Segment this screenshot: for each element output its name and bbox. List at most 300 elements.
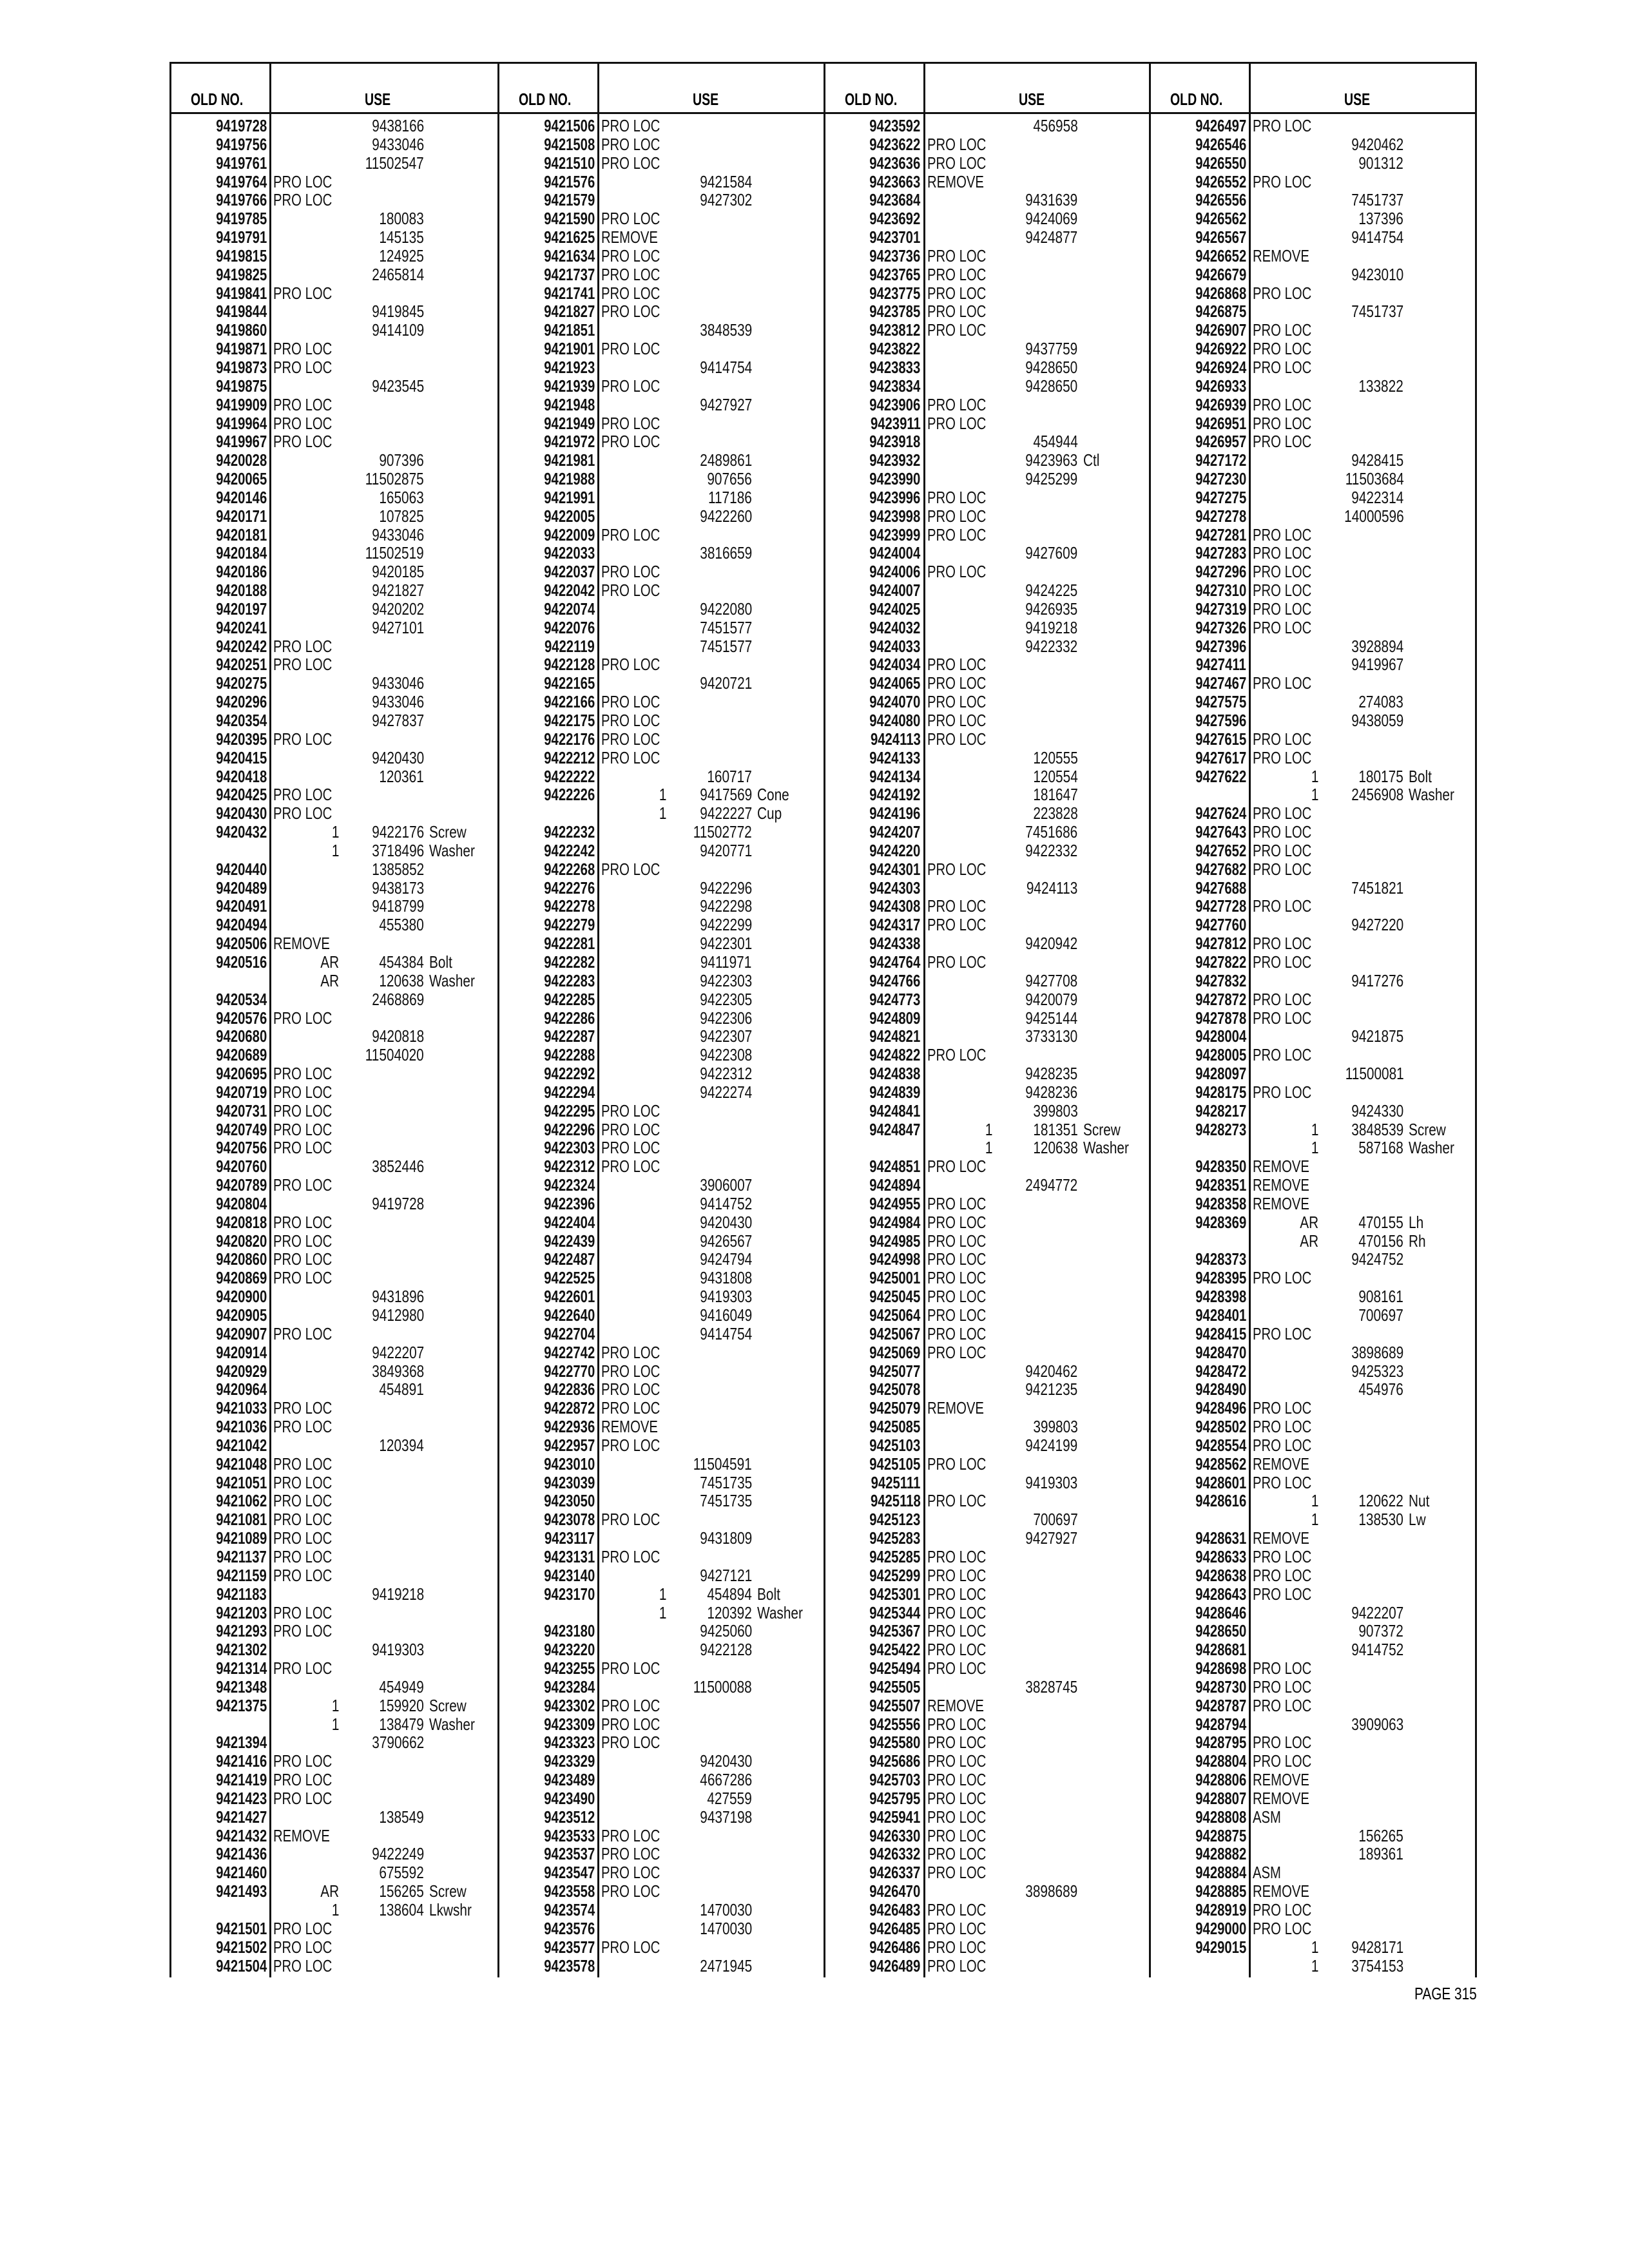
- new-part-number-cell: 120638: [1033, 1138, 1078, 1158]
- action-cell: PRO LOC: [273, 1937, 333, 1957]
- new-part-number-cell: 9427708: [1025, 970, 1078, 990]
- new-part-number-cell: 9419967: [1351, 655, 1404, 675]
- table-row: [1151, 1102, 1475, 1120]
- table-row: [171, 674, 497, 693]
- new-part-number-cell: 9422176: [372, 822, 424, 842]
- table-row: [171, 1176, 497, 1195]
- action-cell: REMOVE: [273, 1825, 330, 1845]
- old-no-cell: 9421062: [216, 1491, 267, 1511]
- table-row: [499, 655, 824, 674]
- table-row: [825, 711, 1150, 730]
- table-row: [171, 1027, 497, 1046]
- table-row: [171, 1863, 497, 1882]
- action-cell: PRO LOC: [273, 1249, 333, 1269]
- new-part-number-cell: 454944: [1033, 432, 1078, 452]
- table-row: [1151, 693, 1475, 711]
- action-cell: ASM: [1253, 1863, 1282, 1883]
- new-part-number-cell: 454949: [379, 1677, 424, 1696]
- table-row: [499, 1287, 824, 1306]
- table-row: [499, 1678, 824, 1696]
- old-no-cell: 9428502: [1195, 1417, 1247, 1437]
- old-no-cell: 9421493: [216, 1881, 267, 1901]
- new-part-number-cell: 3718496: [372, 840, 424, 860]
- table-row: [499, 135, 824, 154]
- old-no-cell: 9422396: [543, 1193, 595, 1213]
- table-row: [1151, 1733, 1475, 1752]
- table-row: [171, 1604, 497, 1622]
- action-cell: PRO LOC: [601, 581, 660, 601]
- table-row: [1151, 1083, 1475, 1102]
- new-part-number-cell: 456958: [1033, 116, 1078, 135]
- action-cell: PRO LOC: [1253, 1584, 1312, 1604]
- old-no-cell: 9427310: [1195, 581, 1247, 601]
- table-row: [171, 1938, 497, 1957]
- old-no-cell: 9422285: [543, 989, 595, 1009]
- table-row: [499, 321, 824, 340]
- old-no-cell: 9422042: [543, 581, 595, 601]
- action-cell: PRO LOC: [1253, 896, 1312, 916]
- old-no-cell: 9420354: [216, 711, 267, 730]
- table-row: [1151, 1287, 1475, 1306]
- old-no-cell: 9424955: [869, 1193, 921, 1213]
- old-no-cell: 9425941: [869, 1807, 921, 1827]
- old-no-cell: 9420181: [216, 524, 267, 544]
- table-row: [1151, 600, 1475, 619]
- table-row: [499, 1696, 824, 1715]
- old-no-cell: 9426907: [1195, 320, 1247, 340]
- part-description-cell: Lkwshr: [429, 1900, 472, 1919]
- old-no-cell: 9419967: [216, 432, 267, 452]
- table-row: [825, 302, 1150, 321]
- table-row: [1151, 1510, 1475, 1529]
- new-part-number-cell: 9425323: [1351, 1361, 1404, 1381]
- old-no-cell: 9427615: [1195, 729, 1247, 749]
- old-no-cell: 9422288: [543, 1045, 595, 1065]
- column-rows: [499, 117, 824, 1977]
- old-no-cell: 9424847: [869, 1119, 921, 1139]
- new-part-number-cell: 180175: [1358, 766, 1404, 786]
- old-no-cell: 9422487: [543, 1249, 595, 1269]
- old-no-cell: 9423577: [543, 1937, 595, 1957]
- old-no-cell: 9421504: [216, 1956, 267, 1975]
- action-cell: PRO LOC: [927, 1918, 986, 1938]
- action-cell: PRO LOC: [273, 357, 333, 377]
- new-part-number-cell: 11502519: [365, 543, 424, 563]
- table-row: [171, 879, 497, 898]
- table-row: [1151, 414, 1475, 433]
- table-row: [499, 1009, 824, 1028]
- old-no-cell: 9426489: [869, 1956, 921, 1975]
- table-row: [171, 340, 497, 358]
- new-part-number-cell: 11500081: [1345, 1064, 1404, 1084]
- new-part-number-cell: 124925: [379, 245, 424, 265]
- new-part-number-cell: 9420462: [1025, 1361, 1078, 1381]
- new-part-number-cell: 700697: [1358, 1305, 1404, 1325]
- table-row: [499, 1733, 824, 1752]
- table-row: [499, 284, 824, 303]
- old-no-cell: 9421972: [543, 432, 595, 452]
- action-cell: PRO LOC: [927, 1621, 986, 1641]
- new-part-number-cell: 107825: [379, 506, 424, 526]
- table-row: [1151, 1009, 1475, 1028]
- action-cell: REMOVE: [601, 1417, 658, 1437]
- new-part-number-cell: 11504020: [365, 1045, 424, 1065]
- action-cell: REMOVE: [927, 171, 984, 191]
- action-cell: PRO LOC: [927, 729, 986, 749]
- action-cell: PRO LOC: [273, 1417, 333, 1437]
- old-no-cell: 9421416: [216, 1751, 267, 1771]
- table-row: [1151, 953, 1475, 972]
- table-row: [825, 432, 1150, 451]
- new-part-number-cell: 3790662: [372, 1733, 424, 1753]
- old-no-cell: 9421423: [216, 1788, 267, 1808]
- old-no-cell: 9428097: [1195, 1064, 1247, 1084]
- action-cell: PRO LOC: [601, 1379, 660, 1399]
- old-no-cell: 9423996: [869, 487, 921, 507]
- part-description-cell: Lw: [1409, 1510, 1426, 1530]
- old-no-cell: 9425064: [869, 1305, 921, 1325]
- old-no-cell: 9428808: [1195, 1807, 1247, 1827]
- old-no-cell: 9424004: [869, 543, 921, 563]
- old-no-cell: 9421634: [543, 245, 595, 265]
- table-row: [171, 1901, 497, 1919]
- table-row: [499, 1269, 824, 1287]
- new-part-number-cell: 9431809: [699, 1528, 752, 1548]
- table-row: [825, 488, 1150, 507]
- old-no-cell: 9423578: [543, 1956, 595, 1975]
- table-row: [171, 581, 497, 600]
- old-no-cell: 9426552: [1195, 171, 1247, 191]
- action-cell: PRO LOC: [927, 1640, 986, 1660]
- old-no-cell: 9423990: [869, 469, 921, 489]
- table-row: [825, 1659, 1150, 1678]
- column-rows: [1151, 117, 1475, 1977]
- old-no-cell: 9428005: [1195, 1045, 1247, 1065]
- new-part-number-cell: 9417569: [699, 785, 752, 805]
- table-row: [1151, 1436, 1475, 1455]
- old-no-cell: 9422005: [543, 506, 595, 526]
- table-row: [825, 990, 1150, 1009]
- old-no-cell: 9421939: [543, 376, 595, 396]
- old-no-cell: 9423576: [543, 1918, 595, 1938]
- new-part-number-cell: 9423545: [372, 376, 424, 396]
- table-row: [1151, 340, 1475, 358]
- table-row: [1151, 1771, 1475, 1789]
- old-no-cell: 9426924: [1195, 357, 1247, 377]
- table-row: [1151, 785, 1475, 804]
- old-no-cell: 9425299: [869, 1565, 921, 1585]
- table-row: [171, 1510, 497, 1529]
- action-cell: ASM: [1253, 1807, 1282, 1827]
- old-no-cell: 9425580: [869, 1733, 921, 1753]
- old-no-cell: 9426922: [1195, 339, 1247, 359]
- old-no-cell: 9427411: [1196, 655, 1247, 675]
- table-row: [825, 785, 1150, 804]
- old-no-cell: 9422166: [543, 692, 595, 712]
- old-no-cell: 9422439: [543, 1231, 595, 1251]
- old-no-cell: 9419766: [216, 190, 267, 210]
- table-row: [499, 1752, 824, 1771]
- table-column-4: [1149, 64, 1475, 1977]
- new-part-number-cell: 9428235: [1025, 1064, 1078, 1084]
- old-no-cell: 9421579: [543, 190, 595, 210]
- action-cell: PRO LOC: [1253, 822, 1312, 842]
- table-row: [825, 1529, 1150, 1548]
- new-part-number-cell: 7451821: [1351, 878, 1404, 898]
- old-no-cell: 9423775: [869, 283, 921, 303]
- old-no-cell: 9425085: [869, 1417, 921, 1437]
- table-row: [499, 1566, 824, 1585]
- new-part-number-cell: 9426567: [699, 1231, 752, 1251]
- action-cell: PRO LOC: [1253, 413, 1312, 433]
- old-no-cell: 9426485: [869, 1918, 921, 1938]
- old-no-cell: 9420860: [216, 1249, 267, 1269]
- old-no-cell: 9423284: [543, 1677, 595, 1696]
- old-no-cell: 9425069: [869, 1342, 921, 1362]
- table-row: [499, 693, 824, 711]
- action-cell: PRO LOC: [601, 1546, 660, 1566]
- table-row: [171, 284, 497, 303]
- new-part-number-cell: 120555: [1033, 747, 1078, 767]
- action-cell: PRO LOC: [601, 562, 660, 582]
- old-no-cell: 9426957: [1195, 432, 1247, 452]
- action-cell: PRO LOC: [601, 747, 660, 767]
- old-no-cell: 9422324: [543, 1175, 595, 1195]
- table-row: [171, 1808, 497, 1827]
- table-row: [825, 1083, 1150, 1102]
- old-no-cell: 9425123: [869, 1510, 921, 1530]
- old-no-cell: 9428795: [1195, 1733, 1247, 1753]
- new-part-number-cell: 907396: [379, 450, 424, 470]
- table-row: [171, 1120, 497, 1139]
- table-row: [499, 972, 824, 990]
- old-no-cell: 9423489: [543, 1770, 595, 1790]
- new-part-number-cell: 700697: [1033, 1510, 1078, 1530]
- table-row: [825, 507, 1150, 526]
- table-row: [825, 117, 1150, 135]
- old-no-cell: 9424998: [869, 1249, 921, 1269]
- quantity-cell: 1: [1311, 1510, 1319, 1530]
- new-part-number-cell: 9437198: [699, 1807, 752, 1827]
- part-description-cell: Washer: [429, 840, 475, 860]
- quantity-cell: 1: [1311, 1138, 1319, 1158]
- old-no-cell: 9428787: [1195, 1695, 1247, 1715]
- table-row: [171, 302, 497, 321]
- new-part-number-cell: 9422260: [699, 506, 752, 526]
- action-cell: PRO LOC: [273, 1770, 333, 1790]
- action-cell: PRO LOC: [601, 1119, 660, 1139]
- table-row: [1151, 321, 1475, 340]
- part-description-cell: Washer: [429, 1714, 475, 1734]
- table-row: [1151, 1957, 1475, 1975]
- old-no-cell: 9422232: [543, 822, 595, 842]
- use-header: USE: [1018, 90, 1045, 109]
- old-no-cell: 9421737: [543, 264, 595, 284]
- action-cell: PRO LOC: [927, 1212, 986, 1232]
- action-cell: PRO LOC: [1253, 840, 1312, 860]
- table-row: [171, 1752, 497, 1771]
- table-row: [499, 1492, 824, 1510]
- old-no-cell: 9428616: [1195, 1491, 1247, 1511]
- table-row: [499, 1306, 824, 1325]
- table-row: [171, 990, 497, 1009]
- header-divider: [269, 64, 271, 114]
- old-no-cell: 9426546: [1195, 134, 1247, 154]
- old-no-cell: 9423932: [869, 450, 921, 470]
- old-no-cell: 9420275: [216, 673, 267, 693]
- old-no-cell: 9425795: [869, 1788, 921, 1808]
- quantity-cell: 1: [331, 822, 339, 842]
- table-row: [825, 1640, 1150, 1659]
- old-no-cell: 9420430: [216, 803, 267, 823]
- table-row: [171, 1715, 497, 1734]
- quantity-cell: 1: [331, 840, 339, 860]
- table-row: [1151, 804, 1475, 823]
- new-part-number-cell: 9425299: [1025, 469, 1078, 489]
- table-row: [499, 1195, 824, 1213]
- table-row: [171, 693, 497, 711]
- old-no-cell: 9425067: [869, 1323, 921, 1343]
- new-part-number-cell: 3906007: [699, 1175, 752, 1195]
- table-row: [1151, 1938, 1475, 1957]
- new-part-number-cell: 9420079: [1025, 989, 1078, 1009]
- action-cell: PRO LOC: [1253, 1733, 1312, 1753]
- old-no-cell: 9425422: [869, 1640, 921, 1660]
- table-row: [171, 1919, 497, 1938]
- table-row: [499, 1622, 824, 1640]
- table-row: [171, 154, 497, 173]
- old-no-cell: 9424894: [869, 1175, 921, 1195]
- new-part-number-cell: 7451577: [699, 617, 752, 637]
- action-cell: PRO LOC: [1253, 599, 1312, 619]
- old-no-cell: 9421625: [543, 227, 595, 247]
- new-part-number-cell: 9420430: [372, 747, 424, 767]
- table-row: [171, 1380, 497, 1399]
- part-description-cell: Washer: [429, 970, 475, 990]
- old-no-cell: 9422957: [543, 1435, 595, 1455]
- old-no-cell: 9427296: [1195, 562, 1247, 582]
- action-cell: PRO LOC: [927, 692, 986, 712]
- table-row: [1151, 1659, 1475, 1678]
- old-no-cell: 9422175: [543, 711, 595, 730]
- action-cell: PRO LOC: [927, 1863, 986, 1883]
- new-part-number-cell: 470156: [1358, 1231, 1404, 1251]
- new-part-number-cell: 156265: [1358, 1825, 1404, 1845]
- old-no-cell: 9424025: [869, 599, 921, 619]
- quantity-cell: 1: [659, 803, 667, 823]
- table-row: [1151, 1492, 1475, 1510]
- old-no-cell: 9420820: [216, 1231, 267, 1251]
- table-row: [825, 581, 1150, 600]
- old-no-cell: 9427396: [1195, 636, 1247, 656]
- action-cell: PRO LOC: [1253, 339, 1312, 359]
- table-row: [1151, 730, 1475, 749]
- old-no-cell: 9423039: [543, 1472, 595, 1492]
- quantity-cell: 1: [1311, 1491, 1319, 1511]
- table-row: [499, 377, 824, 396]
- table-row: [825, 1604, 1150, 1622]
- table-row: [1151, 1585, 1475, 1604]
- old-no-cell: 9426470: [869, 1881, 921, 1901]
- table-row: [171, 432, 497, 451]
- new-part-number-cell: 9427927: [1025, 1528, 1078, 1548]
- table-row: [1151, 860, 1475, 879]
- old-no-cell: 9424080: [869, 711, 921, 730]
- table-row: [499, 470, 824, 488]
- action-cell: PRO LOC: [601, 116, 660, 135]
- old-no-cell: 9424207: [869, 822, 921, 842]
- table-row: [171, 1399, 497, 1418]
- new-part-number-cell: 181351: [1033, 1119, 1078, 1139]
- new-part-number-cell: 9427927: [699, 394, 752, 414]
- old-no-cell: 9421137: [217, 1546, 267, 1566]
- table-row: [171, 1566, 497, 1585]
- new-part-number-cell: 181647: [1033, 785, 1078, 805]
- old-no-cell: 9428373: [1195, 1249, 1247, 1269]
- old-no-cell: 9421293: [216, 1621, 267, 1641]
- old-no-cell: 9423692: [869, 209, 921, 229]
- table-row: [825, 1269, 1150, 1287]
- table-row: [1151, 1269, 1475, 1287]
- old-no-cell: 9421508: [543, 134, 595, 154]
- old-no-cell: 9420576: [216, 1008, 267, 1028]
- table-row: [825, 1343, 1150, 1362]
- new-part-number-cell: 274083: [1358, 692, 1404, 712]
- new-part-number-cell: 159920: [379, 1695, 424, 1715]
- old-no-cell: 9424984: [869, 1212, 921, 1232]
- old-no-cell: 9424301: [869, 859, 921, 879]
- table-row: [499, 1083, 824, 1102]
- table-row: [1151, 265, 1475, 284]
- old-no-cell: 9422640: [543, 1305, 595, 1325]
- table-row: [825, 358, 1150, 377]
- table-row: [499, 637, 824, 656]
- table-row: [171, 916, 497, 934]
- old-no-cell: 9419815: [216, 245, 267, 265]
- old-no-cell: 9424065: [869, 673, 921, 693]
- old-no-cell: 9422312: [543, 1157, 595, 1177]
- new-part-number-cell: 138549: [379, 1807, 424, 1827]
- action-cell: PRO LOC: [1253, 803, 1312, 823]
- table-row: [825, 1195, 1150, 1213]
- action-cell: PRO LOC: [927, 1770, 986, 1790]
- old-no-cell: 9428554: [1195, 1435, 1247, 1455]
- action-cell: PRO LOC: [273, 1546, 333, 1566]
- table-row: [825, 1027, 1150, 1046]
- old-no-cell: 9422119: [544, 636, 595, 656]
- table-row: [1151, 562, 1475, 581]
- table-row: [825, 1009, 1150, 1028]
- old-no-cell: 9423736: [869, 245, 921, 265]
- table-row: [1151, 1474, 1475, 1492]
- old-no-cell: 9428496: [1195, 1398, 1247, 1418]
- old-no-cell: 9423255: [543, 1658, 595, 1678]
- old-no-cell: 9425079: [869, 1398, 921, 1418]
- old-no-cell: 9422276: [543, 878, 595, 898]
- action-cell: PRO LOC: [1253, 1565, 1312, 1585]
- table-row: [825, 173, 1150, 191]
- old-no-cell: 9424220: [869, 840, 921, 860]
- table-row: [825, 1474, 1150, 1492]
- action-cell: PRO LOC: [273, 1138, 333, 1158]
- action-cell: PRO LOC: [927, 1305, 986, 1325]
- parts-table: [169, 62, 1477, 1977]
- new-part-number-cell: 9431808: [699, 1268, 752, 1288]
- table-row: [171, 637, 497, 656]
- action-cell: REMOVE: [1253, 1881, 1310, 1901]
- table-row: [825, 1827, 1150, 1845]
- new-part-number-cell: 3898689: [1025, 1881, 1078, 1901]
